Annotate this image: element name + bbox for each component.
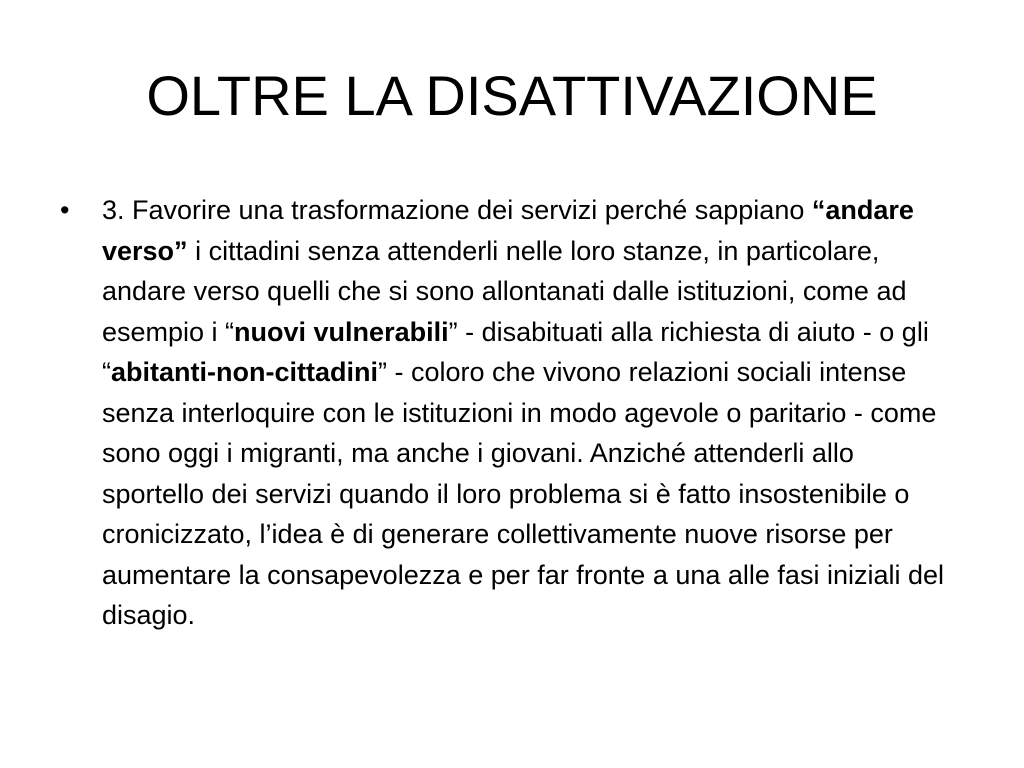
bullet-bold-andare-verso: “andare verso” — [102, 195, 914, 266]
bullet-text-segment: ” - coloro che vivono relazioni sociali intense senza interloquire con le istituzioni in modo agevole o paritario - come sono oggi i migranti, ma anche i giovani. Anziché attenderli allo sportello dei servizi quando il loro problema si è fatto insostenibile o cronicizzato, l’idea è di generare collettivamente nuove risorse per aumentare la consapevolezza e per far fronte a una alle fasi iniziali del disagio. — [102, 357, 944, 630]
bullet-text-segment: ” - disabituati alla richiesta di aiuto - o gli “ — [102, 316, 929, 387]
bullet-text-segment: 3. Favorire una trasformazione dei servizi perché sappiano — [102, 195, 812, 225]
bullet-text — [102, 195, 944, 630]
slide-title: OLTRE LA DISATTIVAZIONE — [146, 64, 878, 127]
bullet-bold-nuovi-vulnerabili: nuovi vulnerabili — [234, 316, 449, 347]
bullet-bold-abitanti-non-cittadini: abitanti-non-cittadini — [111, 357, 378, 387]
bullet-item — [60, 190, 960, 636]
bullet-text-segment: i cittadini senza attenderli nelle loro stanze, in particolare, andare verso quelli che si sono allontanati dalle istituzioni, come ad esempio i “ — [102, 235, 907, 347]
bullet-list — [60, 190, 960, 636]
bullet-dot-icon: • — [60, 195, 70, 225]
